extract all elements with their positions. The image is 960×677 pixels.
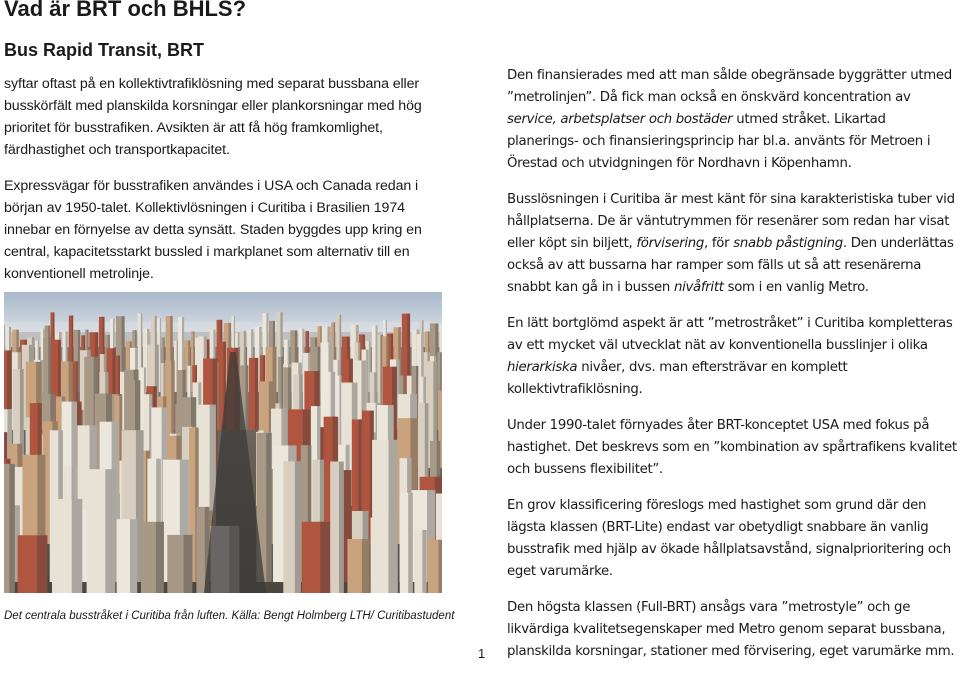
page-title: Vad är BRT och BHLS?: [4, 0, 246, 22]
right-column: [507, 65, 959, 677]
page-number: 1: [478, 646, 485, 661]
paragraph: syftar oftast på en kollektivtrafiklösning med separat bussbana eller busskörfält med planskilda korsningar eller plankorsningar med hög prioritet för busstrafiken. Avsikten är att få hög framkomlighet, färdhastighet och transportkapacitet.: [4, 73, 450, 161]
paragraph: Busslösningen i Curitiba är mest känt för sina karakteristiska tuber vid hållplatserna. De är väntutrymmen för resenärer som redan har visat eller köpt sin biljett, förvisering, för snabb påstigning. Den underlättas också av att bussarna har ramper som fälls ut så att resenärerna snabbt kan gå in i bussen nivåfritt som i en vanlig Metro.: [507, 189, 959, 299]
photo-caption: Det centrala busstråket i Curitiba från luften. Källa: Bengt Holmberg LTH/ Curitibastudent: [4, 610, 454, 622]
paragraph: Under 1990-talet förnyades åter BRT-konceptet USA med fokus på hastighet. Det beskrevs som en ”kombination av spårtrafikens kvalitet och bussens flexibilitet”.: [507, 415, 959, 481]
left-column: [4, 73, 450, 299]
paragraph: Expressvägar för busstrafiken användes i USA och Canada redan i början av 1950-talet. Kollektivlösningen i Curitiba i Brasilien 1974 innebar en förnyelse av detta synsätt. Staden byggdes upp kring en central, kapacitetsstarkt bussled i markplanet som alternativ till en konventionell metrolinje.: [4, 175, 450, 285]
city-aerial-photo: [4, 292, 442, 593]
section-subtitle: Bus Rapid Transit, BRT: [4, 40, 204, 61]
paragraph: Den finansierades med att man sålde obegränsade byggrätter utmed ”metrolinjen”. Då fick man också en önskvärd koncentration av service, arbetsplatser och bostäder utmed stråket. Likartad planerings- och finansieringsprincip har bl.a. använts för Metroen i Örestad och utvidgningen för Nordhavn i Köpenhamn.: [507, 65, 959, 175]
paragraph: En lätt bortglömd aspekt är att ”metrostråket” i Curitiba kompletteras av ett mycket väl utvecklat nät av konventionella busslinjer i olika hierarkiska nivåer, dvs. man eftersträvar en komplett kollektivtrafiklösning.: [507, 313, 959, 401]
paragraph: En grov klassificering föreslogs med hastighet som grund där den lägsta klassen (BRT-Lite) endast var obetydligt snabbare än vanlig busstrafik med hjälp av ökade hållplatsavstånd, signalprioritering och eget varumärke.: [507, 495, 959, 583]
paragraph: Den högsta klassen (Full-BRT) ansågs vara ”metrostyle” och ge likvärdiga kvalitetsegenskaper med Metro genom separat bussbana, planskilda korsningar, stationer med förvisering, eget varumärke mm.: [507, 597, 959, 663]
